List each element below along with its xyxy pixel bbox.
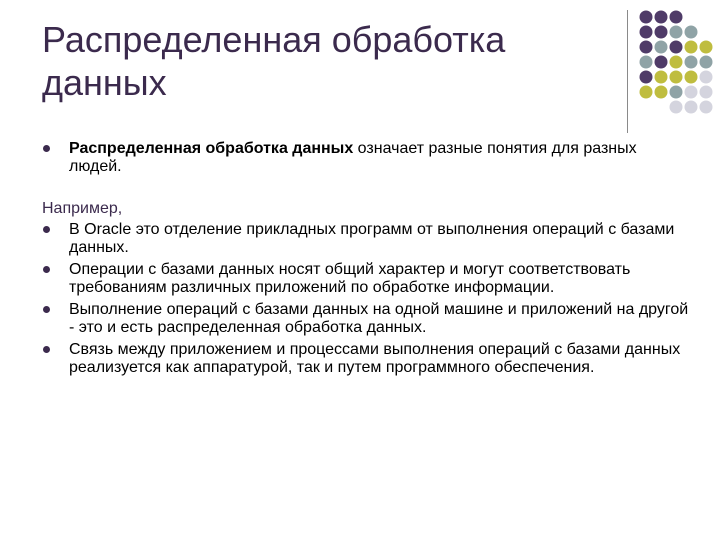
dot — [670, 41, 683, 54]
dot — [700, 56, 713, 69]
title-divider — [627, 10, 628, 133]
dot — [640, 11, 653, 24]
dot — [655, 86, 668, 99]
dot — [655, 71, 668, 84]
dot — [700, 86, 713, 99]
slide-title — [42, 18, 602, 104]
example-heading: Например, — [42, 200, 123, 217]
dot — [685, 56, 698, 69]
decorative-dot-grid — [639, 10, 719, 120]
dot — [685, 101, 698, 114]
dot — [640, 41, 653, 54]
dot — [670, 26, 683, 39]
dot — [670, 86, 683, 99]
bullet-icon — [43, 266, 50, 273]
dot — [640, 26, 653, 39]
dot — [655, 11, 668, 24]
list-item-text: Операции с базами данных носят общий характер и могут соответствовать требованиям различных приложений по обработке информации. — [69, 261, 631, 296]
title-line-2: данных — [42, 62, 167, 103]
list-item — [42, 221, 692, 257]
dot — [685, 71, 698, 84]
bullet-icon — [43, 226, 50, 233]
intro-item — [42, 140, 692, 176]
slide-body — [42, 140, 692, 381]
dot — [640, 71, 653, 84]
dot — [670, 71, 683, 84]
dot — [655, 41, 668, 54]
list-item — [42, 301, 692, 337]
bullet-icon — [43, 346, 50, 353]
title-line-1: Распределенная обработка — [42, 19, 506, 60]
intro-term: Распределенная обработка данных — [69, 140, 354, 157]
dot — [700, 71, 713, 84]
dot — [685, 26, 698, 39]
dot — [640, 86, 653, 99]
bullet-list — [42, 221, 692, 377]
bullet-icon — [43, 145, 50, 152]
list-item — [42, 261, 692, 297]
dot — [685, 86, 698, 99]
dot — [685, 41, 698, 54]
dot — [640, 56, 653, 69]
dot — [670, 56, 683, 69]
dot — [670, 101, 683, 114]
dot — [700, 101, 713, 114]
list-item — [42, 341, 692, 377]
dot — [655, 26, 668, 39]
dot — [700, 41, 713, 54]
list-item-text: Связь между приложением и процессами выполнения операций с базами данных реализуется как аппаратурой, так и путем программного обеспечения. — [69, 341, 681, 376]
dot — [670, 11, 683, 24]
list-item-text: Выполнение операций с базами данных на одной машине и приложений на другой - это и есть распределенная обработка данных. — [69, 301, 689, 336]
list-item-text: В Oracle это отделение прикладных программ от выполнения операций с базами данных. — [69, 221, 675, 256]
intro-text: означает разные понятия для разных людей. — [69, 140, 637, 175]
bullet-icon — [43, 306, 50, 313]
dot — [655, 56, 668, 69]
